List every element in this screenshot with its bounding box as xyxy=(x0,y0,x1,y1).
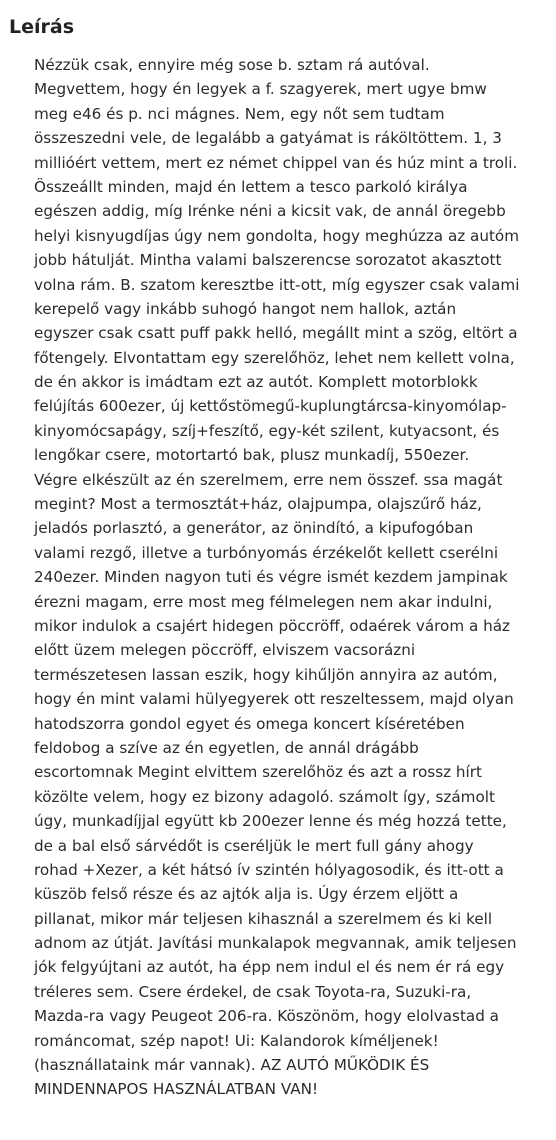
description-line: jobb hátulját. Mintha valami balszerencse sorozatot akasztott xyxy=(34,251,502,270)
description-line: összeszedni vele, de legalább a gatyámat is ráköltöttem. 1, 3 xyxy=(34,129,502,148)
description-line: mikor indulok a csajért hidegen pöccröff, odaérek várom a ház xyxy=(34,616,511,635)
description-line: Megvettem, hogy én legyek a f. szagyerek, mert ugye bmw xyxy=(34,80,487,99)
description-line: rohad +Xezer, a két hátsó ív szintén hólyagosodik, és itt-ott a xyxy=(34,860,504,879)
description-line: hatodszorra gondol egyet és omega koncert kíséretében xyxy=(34,714,465,733)
description-line: de a bal első sárvédőt is cseréljük le mert full gány ahogy xyxy=(34,836,474,855)
description-line: MINDENNAPOS HASZNÁLATBAN VAN! xyxy=(34,1080,319,1099)
description-line: közölte velem, hogy ez bizony adagoló. számolt így, számolt xyxy=(34,787,495,806)
description-line: előtt üzem melegen pöccröff, elviszem vacsorázni xyxy=(34,641,416,660)
description-text xyxy=(34,53,550,1102)
description-line: meg e46 és p. nci mágnes. Nem, egy nőt sem tudtam xyxy=(34,104,445,123)
description-line: főtengely. Elvontattam egy szerelőhöz, lehet nem kellett volna, xyxy=(34,348,515,367)
description-line: Mazda-ra vagy Peugeot 206-ra. Köszönöm, hogy elolvastad a xyxy=(34,1007,499,1026)
description-line: millióért vettem, mert ez német chippel van és húz mint a troli. xyxy=(34,153,518,172)
description-line: természetesen lassan eszik, hogy kihűljön annyira az autóm, xyxy=(34,665,498,684)
description-line: Összeállt minden, majd én lettem a tesco parkoló királya xyxy=(34,177,468,196)
description-line: románcomat, szép napot! Ui: Kalandorok kíméljenek! xyxy=(34,1031,439,1050)
description-line: úgy, munkadíjjal együtt kb 200ezer lenne és még hozzá tette, xyxy=(34,812,507,831)
description-line: érezni magam, erre most meg félmelegen nem akar indulni, xyxy=(34,592,493,611)
section-heading: Leírás xyxy=(9,16,75,38)
description-line: adnom az útját. Javítási munkalapok megvannak, amik teljesen xyxy=(34,934,517,953)
description-line: Nézzük csak, ennyire még sose b. sztam rá autóval. xyxy=(34,56,430,74)
description-line: jók felgyújtani az autót, ha épp nem indul el és nem ér rá egy xyxy=(34,958,505,977)
description-line: feldobog a szíve az én egyetlen, de annál drágább xyxy=(34,738,419,757)
description-line: lengőkar csere, motortartó bak, plusz munkadíj, 550ezer. xyxy=(34,446,470,465)
description-line: kerepelő vagy inkább suhogó hangot nem hallok, aztán xyxy=(34,299,457,318)
description-line: hogy én mint valami hülyegyerek ott reszeltessem, majd olyan xyxy=(34,690,514,709)
description-line: egyszer csak csatt puff pakk helló, megállt mint a szög, eltört a xyxy=(34,324,518,343)
description-line: (használlataink már vannak). AZ AUTÓ MŰKÖDIK ÉS xyxy=(34,1056,430,1075)
description-line: egészen addig, míg Irénke néni a kicsit vak, de annál öregebb xyxy=(34,202,506,221)
description-line: küszöb felső része és az ajtók alja is. Úgy érzem eljött a xyxy=(34,885,459,904)
description-line: valami rezgő, illetve a turbónyomás érzékelőt kellett cserélni xyxy=(34,543,499,562)
description-line: helyi kisnyugdíjas úgy nem gondolta, hogy meghúzza az autóm xyxy=(34,226,520,245)
description-line: de én akkor is imádtam ezt az autót. Komplett motorblokk xyxy=(34,373,478,392)
description-line: megint? Most a termosztát+ház, olajpumpa, olajszűrő ház, xyxy=(34,495,482,514)
description-line: volna rám. B. szatom keresztbe itt-ott, míg egyszer csak valami xyxy=(34,275,520,294)
description-line: kinyomócsapágy, szíj+feszítő, egy-két szilent, kutyacsont, és xyxy=(34,421,500,440)
description-line: jeladós porlasztó, a generátor, az önindító, a kipufogóban xyxy=(34,519,474,538)
description-line: Végre elkészült az én szerelmem, erre nem összef. ssa magát xyxy=(34,470,503,489)
description-line: felújítás 600ezer, új kettőstömegű-kuplungtárcsa-kinyomólap- xyxy=(34,397,507,416)
description-line: pillanat, mikor már teljesen kihasznál a szerelmem és ki kell xyxy=(34,909,493,928)
description-line: escortomnak Megint elvittem szerelőhöz és azt a rossz hírt xyxy=(34,763,482,782)
description-line: 240ezer. Minden nagyon tuti és végre ismét kezdem jampinak xyxy=(34,568,508,587)
description-line: tréleres sem. Csere érdekel, de csak Toyota-ra, Suzuki-ra, xyxy=(34,982,472,1001)
